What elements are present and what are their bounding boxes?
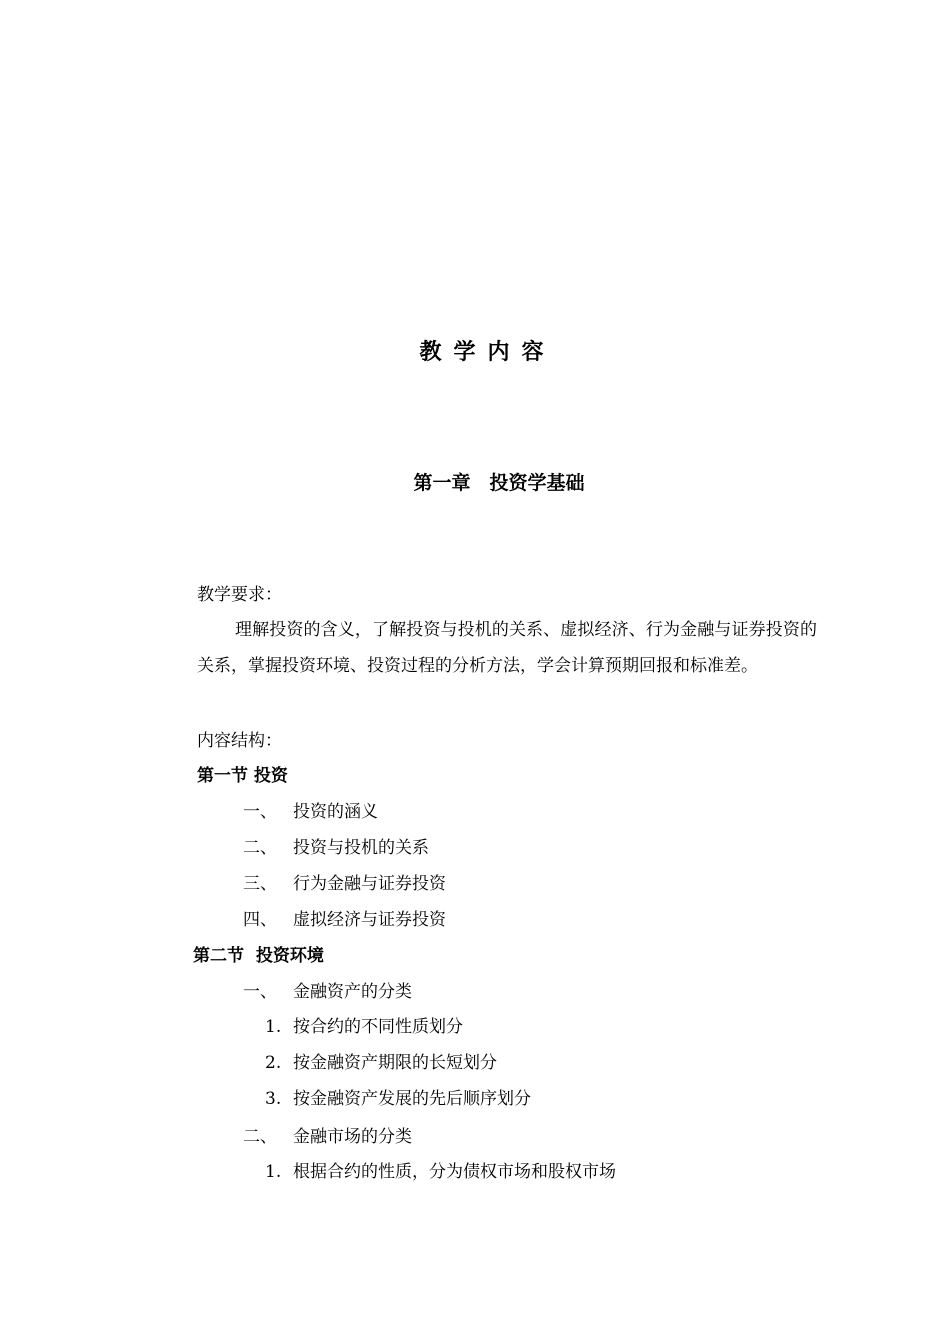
section-2-item xyxy=(243,980,412,1004)
subitem-number: 2. xyxy=(265,1053,282,1073)
subitem-number: 1. xyxy=(265,1017,282,1037)
section-2-subitem xyxy=(265,1160,616,1184)
subitem-text: 按金融资产发展的先后顺序划分 xyxy=(293,1089,531,1109)
item-number: 二、 xyxy=(243,1127,277,1147)
section-2-item xyxy=(243,1125,412,1149)
subitem-text: 按金融资产期限的长短划分 xyxy=(293,1053,497,1073)
section-1-item xyxy=(243,872,446,896)
section-1-item xyxy=(243,908,446,932)
section-1-item xyxy=(243,836,429,860)
item-text: 投资的涵义 xyxy=(293,802,378,822)
section-2-subitem xyxy=(265,1051,497,1075)
item-number: 一、 xyxy=(243,802,277,822)
section-1-title: 第一节 投资 xyxy=(197,766,288,786)
item-text: 行为金融与证券投资 xyxy=(293,874,446,894)
subitem-number: 3. xyxy=(265,1089,282,1109)
structure-label: 内容结构： xyxy=(197,731,282,751)
subitem-text: 按合约的不同性质划分 xyxy=(293,1017,463,1037)
section-2-subitem xyxy=(265,1015,463,1039)
item-number: 三、 xyxy=(243,874,277,894)
section-2-subitem xyxy=(265,1087,531,1111)
item-number: 四、 xyxy=(243,910,277,930)
item-text: 虚拟经济与证券投资 xyxy=(293,910,446,930)
requirements-paragraph: 理解投资的含义，了解投资与投机的关系、虚拟经济、行为金融与证券投资的关系，掌握投资环境、投资过程的分析方法，学会计算预期回报和标准差。 xyxy=(197,620,817,676)
requirements-label: 教学要求： xyxy=(197,585,282,605)
chapter-title: 第一章 投资学基础 xyxy=(413,472,585,494)
item-number: 二、 xyxy=(243,838,277,858)
main-title: 教学内容 xyxy=(419,340,556,365)
item-number: 一、 xyxy=(243,982,277,1002)
item-text: 投资与投机的关系 xyxy=(293,838,429,858)
subitem-number: 1. xyxy=(265,1162,282,1182)
section-2-title: 第二节 投资环境 xyxy=(193,946,324,966)
item-text: 金融市场的分类 xyxy=(293,1127,412,1147)
section-1-item xyxy=(243,800,378,824)
item-text: 金融资产的分类 xyxy=(293,982,412,1002)
subitem-text: 根据合约的性质，分为债权市场和股权市场 xyxy=(293,1162,616,1182)
